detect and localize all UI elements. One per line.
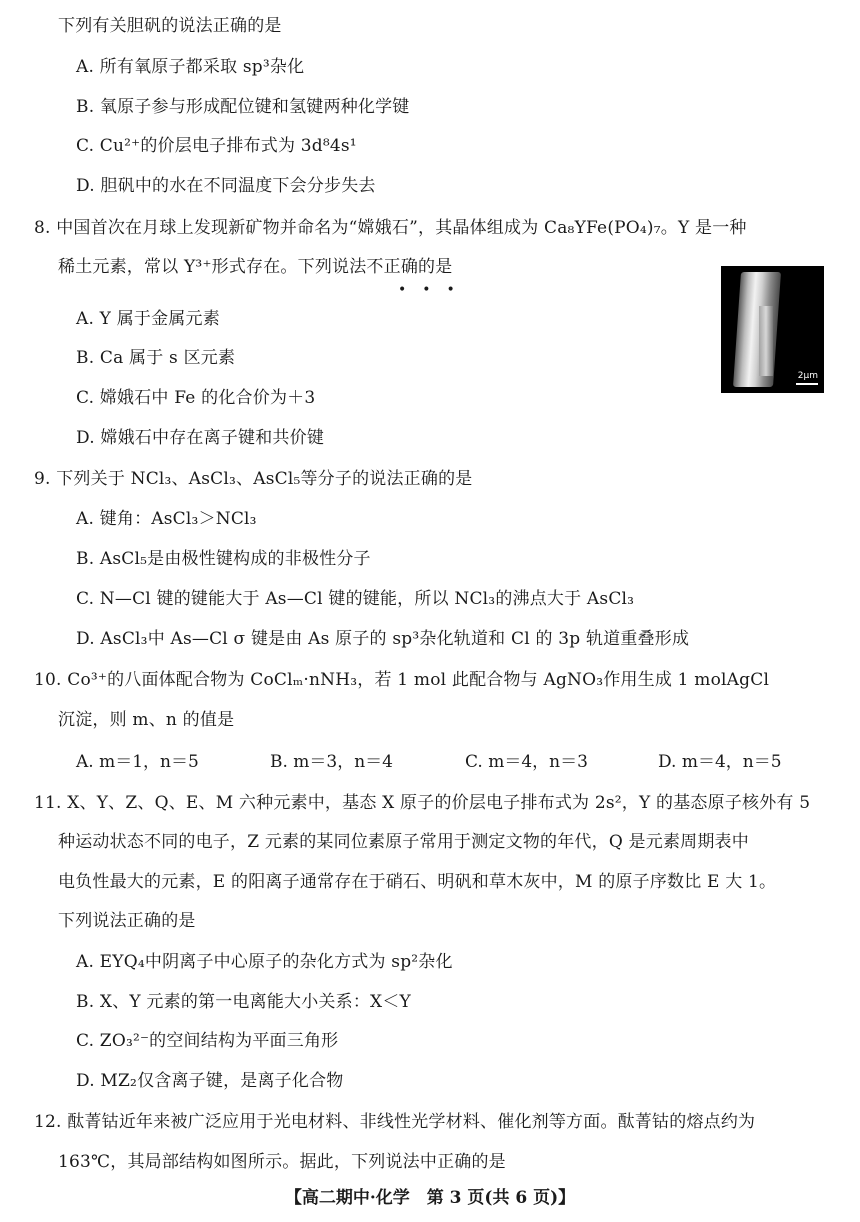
q9-stem: 9. 下列关于 NCl₃、AsCl₃、AsCl₅等分子的说法正确的是 bbox=[34, 469, 473, 489]
q11-stem-line2: 种运动状态不同的电子，Z 元素的某同位素原子常用于测定文物的年代，Q 是元素周期表中 bbox=[58, 832, 749, 852]
scale-bar bbox=[796, 383, 818, 385]
q9-option-a: A. 键角：AsCl₃＞NCl₃ bbox=[76, 509, 257, 529]
q11-option-d: D. MZ₂仅含离子键，是离子化合物 bbox=[76, 1071, 344, 1091]
page-footer: 【高二期中·化学 第 3 页(共 6 页)】 bbox=[284, 1188, 576, 1208]
q7-option-d: D. 胆矾中的水在不同温度下会分步失去 bbox=[76, 176, 376, 196]
q10-option-a: A. m＝1，n＝5 bbox=[76, 752, 199, 772]
q7-option-a: A. 所有氧原子都采取 sp³杂化 bbox=[76, 57, 305, 77]
q11-option-c: C. ZO₃²⁻的空间结构为平面三角形 bbox=[76, 1031, 339, 1051]
q11-option-b: B. X、Y 元素的第一电离能大小关系：X＜Y bbox=[76, 992, 411, 1012]
q7-option-c: C. Cu²⁺的价层电子排布式为 3d⁸4s¹ bbox=[76, 136, 357, 156]
q11-stem-line4: 下列说法正确的是 bbox=[58, 911, 196, 931]
q8-option-b: B. Ca 属于 s 区元素 bbox=[76, 348, 236, 368]
crystal-highlight bbox=[759, 306, 773, 376]
q10-option-b: B. m＝3，n＝4 bbox=[270, 752, 394, 772]
q12-stem-line1: 12. 酞菁钴近年来被广泛应用于光电材料、非线性光学材料、催化剂等方面。酞菁钴的熔点约为 bbox=[34, 1112, 756, 1132]
emphasis-dots: ••• bbox=[398, 282, 471, 298]
q8-stem-line2: 稀土元素，常以 Y³⁺形式存在。下列说法不正确的是 bbox=[58, 257, 453, 277]
q10-stem-line1: 10. Co³⁺的八面体配合物为 CoClₘ·nNH₃，若 1 mol 此配合物与 AgNO₃作用生成 1 molAgCl bbox=[34, 670, 770, 690]
q7-stem: 下列有关胆矾的说法正确的是 bbox=[58, 16, 282, 36]
q9-option-d: D. AsCl₃中 As—Cl σ 键是由 As 原子的 sp³杂化轨道和 Cl 的 3p 轨道重叠形成 bbox=[76, 629, 690, 649]
q8-option-a: A. Y 属于金属元素 bbox=[76, 309, 220, 329]
crystal-shape bbox=[733, 272, 781, 387]
q10-stem-line2: 沉淀，则 m、n 的值是 bbox=[58, 710, 235, 730]
q9-option-b: B. AsCl₅是由极性键构成的非极性分子 bbox=[76, 549, 371, 569]
q7-option-b: B. 氧原子参与形成配位键和氢键两种化学键 bbox=[76, 97, 410, 117]
q11-stem-line1: 11. X、Y、Z、Q、E、M 六种元素中，基态 X 原子的价层电子排布式为 2s²，Y 的基态原子核外有 5 bbox=[34, 793, 811, 813]
scale-label: 2μm bbox=[797, 371, 818, 381]
q11-stem-line3: 电负性最大的元素，E 的阳离子通常存在于硝石、明矾和草木灰中，M 的原子序数比 E 大 1。 bbox=[58, 872, 777, 892]
q8-option-c: C. 嫦娥石中 Fe 的化合价为＋3 bbox=[76, 388, 316, 408]
q12-stem-line2: 163℃，其局部结构如图所示。据此，下列说法中正确的是 bbox=[58, 1152, 506, 1172]
mineral-photo bbox=[721, 266, 824, 393]
q10-option-c: C. m＝4，n＝3 bbox=[465, 752, 588, 772]
q9-option-c: C. N—Cl 键的键能大于 As—Cl 键的键能，所以 NCl₃的沸点大于 AsCl₃ bbox=[76, 589, 635, 609]
q8-stem-line1: 8. 中国首次在月球上发现新矿物并命名为“嫦娥石”，其晶体组成为 Ca₈YFe(PO₄)₇。Y 是一种 bbox=[34, 218, 747, 238]
q8-option-d: D. 嫦娥石中存在离子键和共价键 bbox=[76, 428, 325, 448]
q10-option-d: D. m＝4，n＝5 bbox=[658, 752, 782, 772]
q11-option-a: A. EYQ₄中阴离子中心原子的杂化方式为 sp²杂化 bbox=[76, 952, 453, 972]
